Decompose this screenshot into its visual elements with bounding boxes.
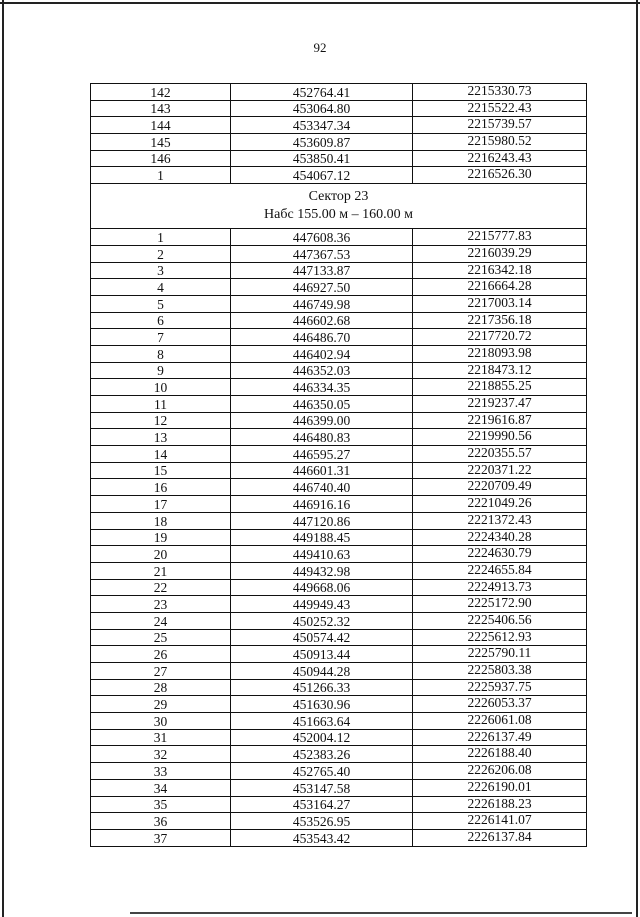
table-row: [91, 612, 587, 629]
point-number-cell: 28: [91, 679, 231, 696]
point-number-cell: 36: [91, 813, 231, 830]
x-coordinate-cell: 452383.26: [231, 746, 413, 763]
sector-title: Сектор 23: [308, 189, 369, 205]
x-coordinate-cell: 446399.00: [231, 412, 413, 429]
table-row: [91, 713, 587, 730]
y-coordinate-cell: 2216342.18: [413, 262, 587, 279]
x-coordinate-cell: 453164.27: [231, 796, 413, 813]
x-coordinate-cell: 454067.12: [231, 167, 413, 184]
sector-height-range: Набс 155.00 м – 160.00 м: [264, 207, 413, 223]
y-coordinate-cell: 2226206.08: [413, 763, 587, 780]
y-coordinate-cell: 2215980.52: [413, 134, 587, 151]
x-coordinate-cell: 446749.98: [231, 295, 413, 312]
x-coordinate-cell: 446740.40: [231, 479, 413, 496]
x-coordinate-cell: 447120.86: [231, 512, 413, 529]
x-coordinate-cell: 446486.70: [231, 329, 413, 346]
y-coordinate-cell: 2216243.43: [413, 150, 587, 167]
point-number-cell: 145: [91, 134, 231, 151]
table-row: [91, 429, 587, 446]
point-number-cell: 32: [91, 746, 231, 763]
point-number-cell: 1: [91, 167, 231, 184]
point-number-cell: 144: [91, 117, 231, 134]
y-coordinate-cell: 2219990.56: [413, 429, 587, 446]
y-coordinate-cell: 2221049.26: [413, 496, 587, 513]
y-coordinate-cell: 2219616.87: [413, 412, 587, 429]
table-row: [91, 813, 587, 830]
table-row: [91, 462, 587, 479]
y-coordinate-cell: 2226137.49: [413, 729, 587, 746]
y-coordinate-cell: 2226190.01: [413, 779, 587, 796]
y-coordinate-cell: 2215739.57: [413, 117, 587, 134]
y-coordinate-cell: 2220355.57: [413, 446, 587, 463]
y-coordinate-cell: 2217356.18: [413, 312, 587, 329]
y-coordinate-cell: 2215777.83: [413, 229, 587, 246]
y-coordinate-cell: 2218855.25: [413, 379, 587, 396]
point-number-cell: 7: [91, 329, 231, 346]
x-coordinate-cell: 452764.41: [231, 84, 413, 101]
table-row: [91, 245, 587, 262]
table-row: [91, 779, 587, 796]
y-coordinate-cell: 2225790.11: [413, 646, 587, 663]
sector-header-cell: [91, 184, 587, 229]
y-coordinate-cell: 2226053.37: [413, 696, 587, 713]
coordinates-table: [90, 83, 587, 847]
table-row: [91, 379, 587, 396]
x-coordinate-cell: 453347.34: [231, 117, 413, 134]
y-coordinate-cell: 2226141.07: [413, 813, 587, 830]
point-number-cell: 21: [91, 562, 231, 579]
table-row: [91, 663, 587, 680]
scan-edge-bottom: [130, 912, 632, 914]
point-number-cell: 4: [91, 279, 231, 296]
point-number-cell: 3: [91, 262, 231, 279]
point-number-cell: 142: [91, 84, 231, 101]
x-coordinate-cell: 450913.44: [231, 646, 413, 663]
point-number-cell: 37: [91, 829, 231, 846]
y-coordinate-cell: 2216526.30: [413, 167, 587, 184]
x-coordinate-cell: 449668.06: [231, 579, 413, 596]
y-coordinate-cell: 2225172.90: [413, 596, 587, 613]
table-row: [91, 295, 587, 312]
point-number-cell: 9: [91, 362, 231, 379]
x-coordinate-cell: 447367.53: [231, 245, 413, 262]
point-number-cell: 1: [91, 229, 231, 246]
x-coordinate-cell: 447608.36: [231, 229, 413, 246]
x-coordinate-cell: 449949.43: [231, 596, 413, 613]
x-coordinate-cell: 452765.40: [231, 763, 413, 780]
point-number-cell: 20: [91, 546, 231, 563]
x-coordinate-cell: 449410.63: [231, 546, 413, 563]
point-number-cell: 23: [91, 596, 231, 613]
x-coordinate-cell: 453609.87: [231, 134, 413, 151]
x-coordinate-cell: 450944.28: [231, 663, 413, 680]
x-coordinate-cell: 446602.68: [231, 312, 413, 329]
table-row: [91, 312, 587, 329]
point-number-cell: 6: [91, 312, 231, 329]
table-row: [91, 167, 587, 184]
x-coordinate-cell: 446480.83: [231, 429, 413, 446]
point-number-cell: 8: [91, 345, 231, 362]
table-row: [91, 84, 587, 101]
point-number-cell: 25: [91, 629, 231, 646]
point-number-cell: 13: [91, 429, 231, 446]
table-row: [91, 729, 587, 746]
table-row: [91, 512, 587, 529]
y-coordinate-cell: 2216039.29: [413, 245, 587, 262]
x-coordinate-cell: 453543.42: [231, 829, 413, 846]
table-row: [91, 412, 587, 429]
x-coordinate-cell: 451266.33: [231, 679, 413, 696]
table-row: [91, 345, 587, 362]
point-number-cell: 18: [91, 512, 231, 529]
point-number-cell: 34: [91, 779, 231, 796]
table-row: [91, 596, 587, 613]
point-number-cell: 29: [91, 696, 231, 713]
x-coordinate-cell: 446595.27: [231, 446, 413, 463]
scan-edge-right: [636, 0, 638, 917]
table-row: [91, 796, 587, 813]
x-coordinate-cell: 446334.35: [231, 379, 413, 396]
point-number-cell: 15: [91, 462, 231, 479]
point-number-cell: 12: [91, 412, 231, 429]
point-number-cell: 143: [91, 100, 231, 117]
table-row: [91, 134, 587, 151]
table-row: [91, 100, 587, 117]
x-coordinate-cell: 450252.32: [231, 612, 413, 629]
point-number-cell: 30: [91, 713, 231, 730]
y-coordinate-cell: 2226188.23: [413, 796, 587, 813]
table-row: [91, 829, 587, 846]
table-row: [91, 279, 587, 296]
table-row: [91, 117, 587, 134]
table-row: [91, 479, 587, 496]
y-coordinate-cell: 2225937.75: [413, 679, 587, 696]
table-row: [91, 396, 587, 413]
table-row: [91, 329, 587, 346]
table-row: [91, 362, 587, 379]
table-section-sector: [91, 184, 587, 229]
table-row: [91, 562, 587, 579]
point-number-cell: 35: [91, 796, 231, 813]
table-row: [91, 746, 587, 763]
table-row: [91, 696, 587, 713]
y-coordinate-cell: 2225406.56: [413, 612, 587, 629]
point-number-cell: 31: [91, 729, 231, 746]
y-coordinate-cell: 2219237.47: [413, 396, 587, 413]
table-row: [91, 546, 587, 563]
point-number-cell: 17: [91, 496, 231, 513]
point-number-cell: 19: [91, 529, 231, 546]
y-coordinate-cell: 2220371.22: [413, 462, 587, 479]
x-coordinate-cell: 446352.03: [231, 362, 413, 379]
table-row: [91, 646, 587, 663]
y-coordinate-cell: 2224340.28: [413, 529, 587, 546]
y-coordinate-cell: 2224913.73: [413, 579, 587, 596]
x-coordinate-cell: 451630.96: [231, 696, 413, 713]
table-row: [91, 262, 587, 279]
x-coordinate-cell: 453147.58: [231, 779, 413, 796]
table-row: [91, 679, 587, 696]
table-row: [91, 763, 587, 780]
point-number-cell: 16: [91, 479, 231, 496]
point-number-cell: 24: [91, 612, 231, 629]
table-row: [91, 496, 587, 513]
point-number-cell: 26: [91, 646, 231, 663]
point-number-cell: 33: [91, 763, 231, 780]
table-section-after: [91, 229, 587, 846]
x-coordinate-cell: 453526.95: [231, 813, 413, 830]
y-coordinate-cell: 2218473.12: [413, 362, 587, 379]
table-row: [91, 446, 587, 463]
x-coordinate-cell: 446927.50: [231, 279, 413, 296]
y-coordinate-cell: 2226188.40: [413, 746, 587, 763]
table-row: [91, 579, 587, 596]
point-number-cell: 5: [91, 295, 231, 312]
point-number-cell: 10: [91, 379, 231, 396]
y-coordinate-cell: 2218093.98: [413, 345, 587, 362]
y-coordinate-cell: 2225803.38: [413, 663, 587, 680]
table-row: [91, 229, 587, 246]
y-coordinate-cell: 2220709.49: [413, 479, 587, 496]
x-coordinate-cell: 449432.98: [231, 562, 413, 579]
x-coordinate-cell: 453850.41: [231, 150, 413, 167]
x-coordinate-cell: 447133.87: [231, 262, 413, 279]
x-coordinate-cell: 451663.64: [231, 713, 413, 730]
page-number: 92: [313, 40, 327, 55]
x-coordinate-cell: 450574.42: [231, 629, 413, 646]
x-coordinate-cell: 446402.94: [231, 345, 413, 362]
point-number-cell: 27: [91, 663, 231, 680]
x-coordinate-cell: 446350.05: [231, 396, 413, 413]
point-number-cell: 2: [91, 245, 231, 262]
table-row: [91, 529, 587, 546]
point-number-cell: 22: [91, 579, 231, 596]
y-coordinate-cell: 2225612.93: [413, 629, 587, 646]
table-section-before: [91, 84, 587, 184]
x-coordinate-cell: 449188.45: [231, 529, 413, 546]
table-row: [91, 150, 587, 167]
sector-header-row: [91, 184, 587, 229]
x-coordinate-cell: 446916.16: [231, 496, 413, 513]
y-coordinate-cell: 2216664.28: [413, 279, 587, 296]
scan-edge-top: [0, 2, 640, 4]
x-coordinate-cell: 452004.12: [231, 729, 413, 746]
point-number-cell: 11: [91, 396, 231, 413]
y-coordinate-cell: 2221372.43: [413, 512, 587, 529]
x-coordinate-cell: 446601.31: [231, 462, 413, 479]
y-coordinate-cell: 2226137.84: [413, 829, 587, 846]
y-coordinate-cell: 2224655.84: [413, 562, 587, 579]
y-coordinate-cell: 2224630.79: [413, 546, 587, 563]
y-coordinate-cell: 2215522.43: [413, 100, 587, 117]
scan-edge-left: [2, 0, 4, 917]
point-number-cell: 146: [91, 150, 231, 167]
x-coordinate-cell: 453064.80: [231, 100, 413, 117]
y-coordinate-cell: 2226061.08: [413, 713, 587, 730]
table-row: [91, 629, 587, 646]
y-coordinate-cell: 2217720.72: [413, 329, 587, 346]
y-coordinate-cell: 2217003.14: [413, 295, 587, 312]
point-number-cell: 14: [91, 446, 231, 463]
y-coordinate-cell: 2215330.73: [413, 84, 587, 101]
